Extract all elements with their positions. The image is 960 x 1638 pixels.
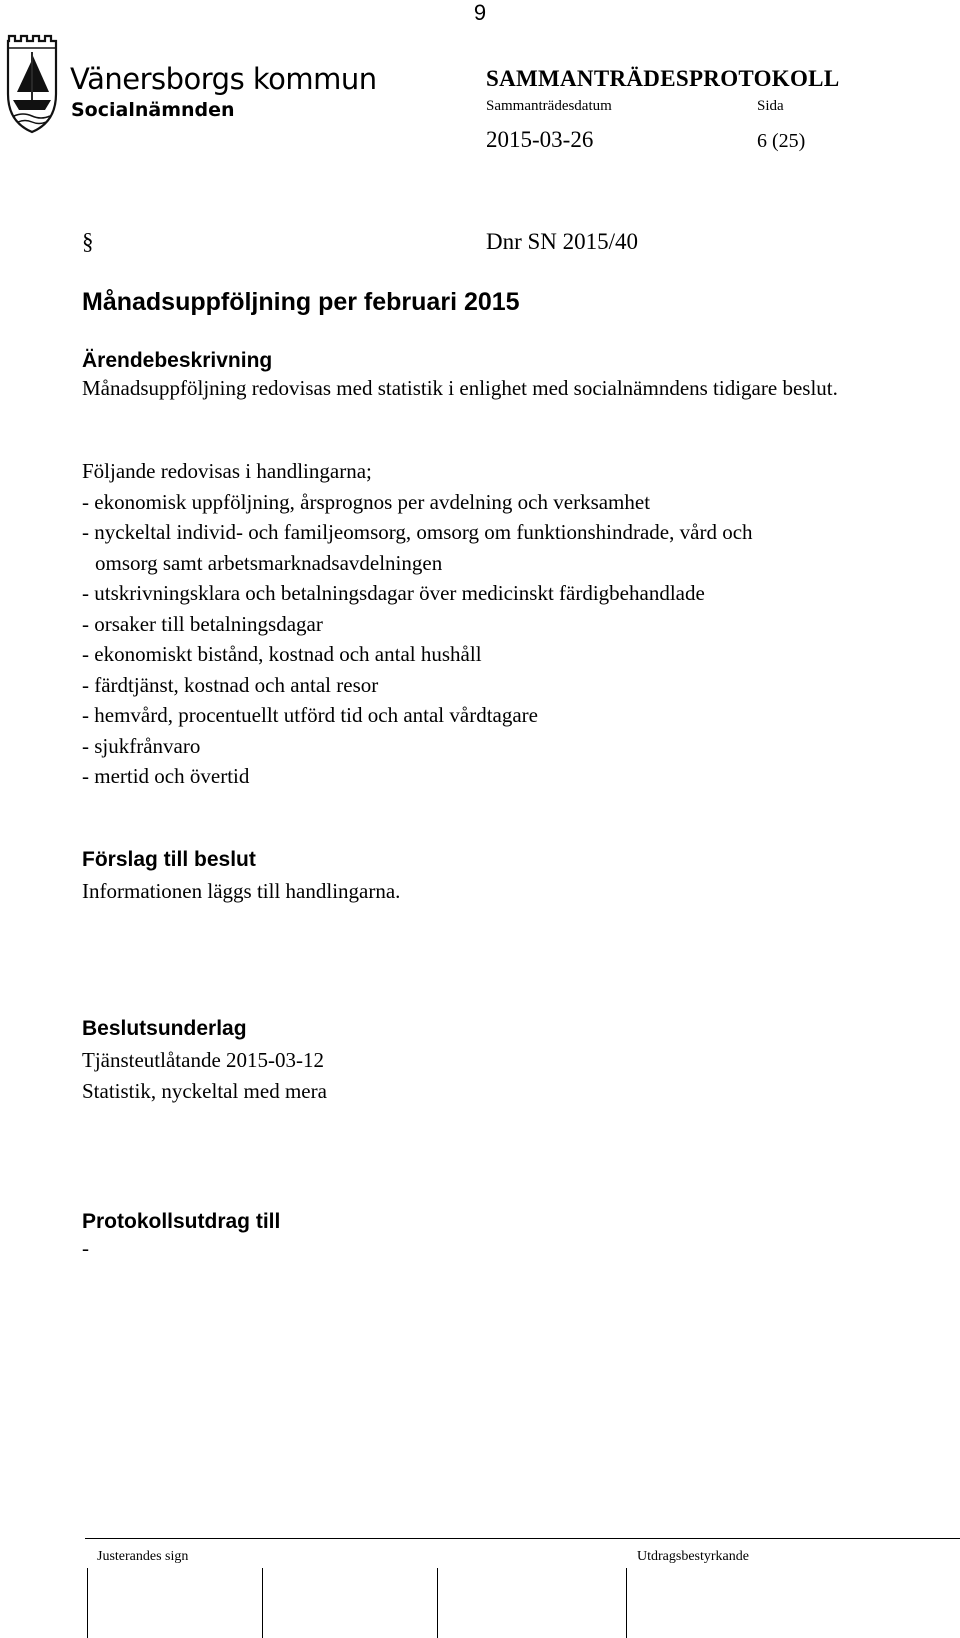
basis-list	[82, 1045, 922, 1106]
description-text: Månadsuppföljning redovisas med statistik i enlighet med socialnämndens tidigare beslut.	[82, 376, 838, 400]
proposal-text: Informationen läggs till handlingarna.	[82, 879, 401, 903]
signature-box-divider	[262, 1568, 263, 1638]
list-item: Statistik, nyckeltal med mera	[82, 1078, 327, 1103]
list-item: Tjänsteutlåtande 2015-03-12	[82, 1048, 325, 1072]
date-label: Sammanträdesdatum	[486, 98, 612, 114]
list-item: - ekonomisk uppföljning, årsprognos per avdelning och verksamhet	[82, 489, 651, 514]
list-item: - ekonomiskt bistånd, kostnad och antal hushåll	[82, 642, 482, 666]
documents-intro: Följande redovisas i handlingarna;	[82, 459, 372, 483]
municipal-coat-of-arms-icon	[6, 34, 58, 134]
organization-name: Vänersborgs kommun	[70, 62, 377, 96]
distribution-heading: Protokollsutdrag till	[82, 1210, 281, 1233]
document-type: SAMMANTRÄDESPROTOKOLL	[486, 66, 840, 91]
list-item: - mertid och övertid	[82, 764, 250, 788]
page-label: Sida	[757, 98, 784, 114]
case-number: Dnr SN 2015/40	[486, 229, 639, 254]
page-number: 9	[473, 0, 487, 25]
signature-box-divider	[87, 1568, 88, 1638]
organization-unit: Socialnämnden	[71, 99, 235, 121]
list-item: - utskrivningsklara och betalningsdagar över medicinskt färdigbehandlade	[82, 581, 705, 605]
basis-heading: Beslutsunderlag	[82, 1017, 247, 1040]
list-item: omsorg samt arbetsmarknadsavdelningen	[95, 550, 443, 575]
list-item: - hemvård, procentuellt utförd tid och antal vårdtagare	[82, 703, 538, 727]
list-item: - sjukfrånvaro	[82, 733, 201, 758]
case-title: Månadsuppföljning per februari 2015	[82, 288, 520, 316]
certification-label: Utdragsbestyrkande	[637, 1549, 749, 1564]
list-item: - nyckeltal individ- och familjeomsorg, omsorg om funktionshindrade, vård och	[82, 520, 753, 544]
description-heading: Ärendebeskrivning	[82, 349, 273, 372]
list-item: - färdtjänst, kostnad och antal resor	[82, 672, 379, 697]
footer-divider	[85, 1538, 960, 1539]
signature-box-divider	[626, 1568, 627, 1638]
meeting-date: 2015-03-26	[486, 127, 594, 152]
documents-list	[82, 456, 922, 792]
page-of: 6 (25)	[757, 130, 806, 152]
signature-box-divider	[437, 1568, 438, 1638]
distribution-text: -	[82, 1236, 89, 1260]
signature-label: Justerandes sign	[97, 1549, 189, 1564]
proposal-heading: Förslag till beslut	[82, 848, 256, 871]
list-item: - orsaker till betalningsdagar	[82, 611, 323, 636]
section-sign: §	[82, 229, 94, 254]
